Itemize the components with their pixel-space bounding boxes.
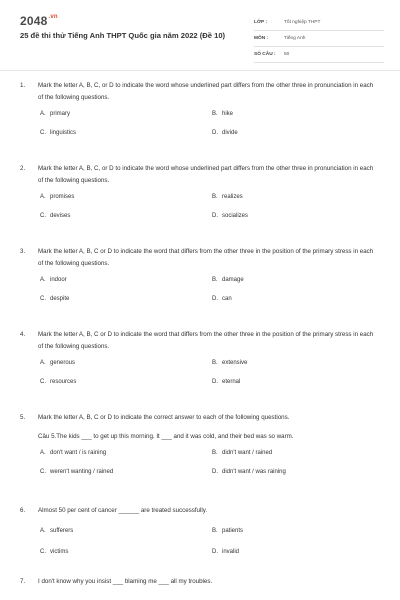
- option-d[interactable]: [212, 379, 240, 385]
- logo-suffix: .vn: [48, 14, 58, 20]
- option-b[interactable]: [212, 277, 244, 283]
- option-letter: D.: [212, 379, 218, 385]
- option-a[interactable]: [40, 111, 70, 117]
- option-a[interactable]: [40, 277, 67, 283]
- question-4: [20, 329, 380, 390]
- option-text: devises: [50, 213, 71, 219]
- option-letter: C.: [40, 213, 46, 219]
- option-c[interactable]: [40, 213, 70, 219]
- question-1: [20, 80, 380, 141]
- option-letter: C.: [40, 130, 46, 136]
- question-7: [20, 576, 380, 588]
- option-text: indoor: [50, 277, 67, 283]
- option-letter: B.: [212, 450, 218, 456]
- option-letter: A.: [40, 360, 46, 366]
- option-letter: D.: [212, 213, 218, 219]
- question-number: 2.: [20, 165, 26, 172]
- option-letter: A.: [40, 528, 46, 534]
- option-letter: C.: [40, 379, 46, 385]
- option-letter: A.: [40, 194, 46, 200]
- option-d[interactable]: [212, 130, 238, 136]
- option-letter: A.: [40, 450, 46, 456]
- option-text: victims: [50, 549, 69, 555]
- question-text: Mark the letter A, B, C or D to indicate the word that differs from the other three in the position of the primary stress in each of the following questions.: [38, 331, 374, 350]
- option-text: despite: [50, 296, 70, 302]
- option-text: primary: [50, 111, 71, 117]
- option-letter: D.: [212, 130, 218, 136]
- site-logo[interactable]: [20, 14, 58, 28]
- option-text: divide: [222, 130, 238, 136]
- option-text: generous: [50, 360, 76, 366]
- question-text: Mark the letter A, B, C, or D to indicate the word whose underlined part differs from the other three in pronunciation in each of the following questions.: [38, 82, 374, 101]
- option-c[interactable]: [40, 379, 76, 385]
- option-b[interactable]: [212, 194, 243, 200]
- option-c[interactable]: [40, 296, 69, 302]
- option-text: can: [222, 296, 232, 302]
- option-text: didn't want / was raining: [222, 469, 286, 475]
- option-text: patients: [222, 528, 244, 534]
- option-letter: D.: [212, 469, 218, 475]
- meta-row-class: [254, 15, 384, 31]
- question-number: 1.: [20, 82, 26, 89]
- option-text: eternal: [222, 379, 241, 385]
- question-5: [20, 412, 380, 480]
- option-text: damage: [222, 277, 244, 283]
- option-text: linguistics: [50, 130, 77, 136]
- option-d[interactable]: [212, 296, 232, 302]
- option-text: socializes: [222, 213, 249, 219]
- option-text: invalid: [222, 549, 240, 555]
- option-text: weren't wanting / rained: [50, 469, 114, 475]
- option-text: sufferers: [50, 528, 74, 534]
- question-text: Mark the letter A, B, C or D to indicate the correct answer to each of the following questions.: [38, 414, 290, 421]
- option-a[interactable]: [40, 360, 75, 366]
- option-letter: D.: [212, 296, 218, 302]
- option-d[interactable]: [212, 549, 239, 555]
- option-a[interactable]: [40, 194, 74, 200]
- question-6: [20, 505, 380, 560]
- question-2: [20, 163, 380, 224]
- option-text: resources: [50, 379, 77, 385]
- question-text: I don't know why you insist ___ blaming me ___ all my troubles.: [38, 578, 213, 585]
- option-text: didn't want / rained: [222, 450, 273, 456]
- option-text: extensive: [222, 360, 248, 366]
- meta-key: LỚP :: [254, 20, 268, 25]
- option-text: realizes: [222, 194, 243, 200]
- option-c[interactable]: [40, 130, 76, 136]
- option-b[interactable]: [212, 528, 243, 534]
- meta-value: 50: [284, 52, 290, 57]
- meta-key: MÔN :: [254, 36, 269, 41]
- option-letter: A.: [40, 111, 46, 117]
- meta-value: Tiếng Anh: [284, 36, 306, 41]
- meta-row-count: [254, 47, 384, 63]
- option-text: promises: [50, 194, 75, 200]
- question-number: 3.: [20, 248, 26, 255]
- option-letter: B.: [212, 194, 218, 200]
- option-letter: C.: [40, 296, 46, 302]
- logo-text: 2048: [20, 14, 48, 28]
- option-c[interactable]: [40, 469, 113, 475]
- question-number: 5.: [20, 414, 26, 421]
- option-d[interactable]: [212, 213, 248, 219]
- option-letter: C.: [40, 469, 46, 475]
- question-text: Mark the letter A, B, C, or D to indicate the word whose underlined part differs from the other three in pronunciation in each of the following questions.: [38, 165, 374, 184]
- page-title: 25 đề thi thử Tiếng Anh THPT Quốc gia năm 2022 (Đề 10): [20, 31, 226, 40]
- option-letter: B.: [212, 528, 218, 534]
- question-number: 6.: [20, 507, 26, 514]
- option-letter: C.: [40, 549, 46, 555]
- option-a[interactable]: [40, 450, 106, 456]
- question-text: Almost 50 per cent of cancer ______ are treated successfully.: [38, 507, 208, 514]
- question-number: 7.: [20, 578, 26, 585]
- meta-key: SỐ CÂU :: [254, 52, 276, 57]
- meta-value: Tốt nghiệp THPT: [284, 20, 321, 25]
- question-prompt: Câu 5.The kids ___ to get up this morning. It ___ and it was cold, and their bed was so warm.: [38, 433, 294, 440]
- option-letter: B.: [212, 277, 218, 283]
- option-b[interactable]: [212, 111, 233, 117]
- option-text: hike: [222, 111, 234, 117]
- option-c[interactable]: [40, 549, 68, 555]
- option-a[interactable]: [40, 528, 73, 534]
- option-letter: B.: [212, 360, 218, 366]
- document-header: [0, 0, 400, 72]
- option-letter: B.: [212, 111, 218, 117]
- option-d[interactable]: [212, 469, 286, 475]
- option-b[interactable]: [212, 360, 247, 366]
- question-text: Mark the letter A, B, C or D to indicate the word that differs from the other three in the position of the primary stress in each of the following questions.: [38, 248, 374, 267]
- question-number: 4.: [20, 331, 26, 338]
- option-letter: A.: [40, 277, 46, 283]
- option-letter: D.: [212, 549, 218, 555]
- option-b[interactable]: [212, 450, 272, 456]
- question-3: [20, 246, 380, 307]
- meta-row-subject: [254, 31, 384, 47]
- option-text: don't want / is raining: [50, 450, 107, 456]
- header-divider: [0, 70, 400, 71]
- meta-table: [254, 15, 384, 63]
